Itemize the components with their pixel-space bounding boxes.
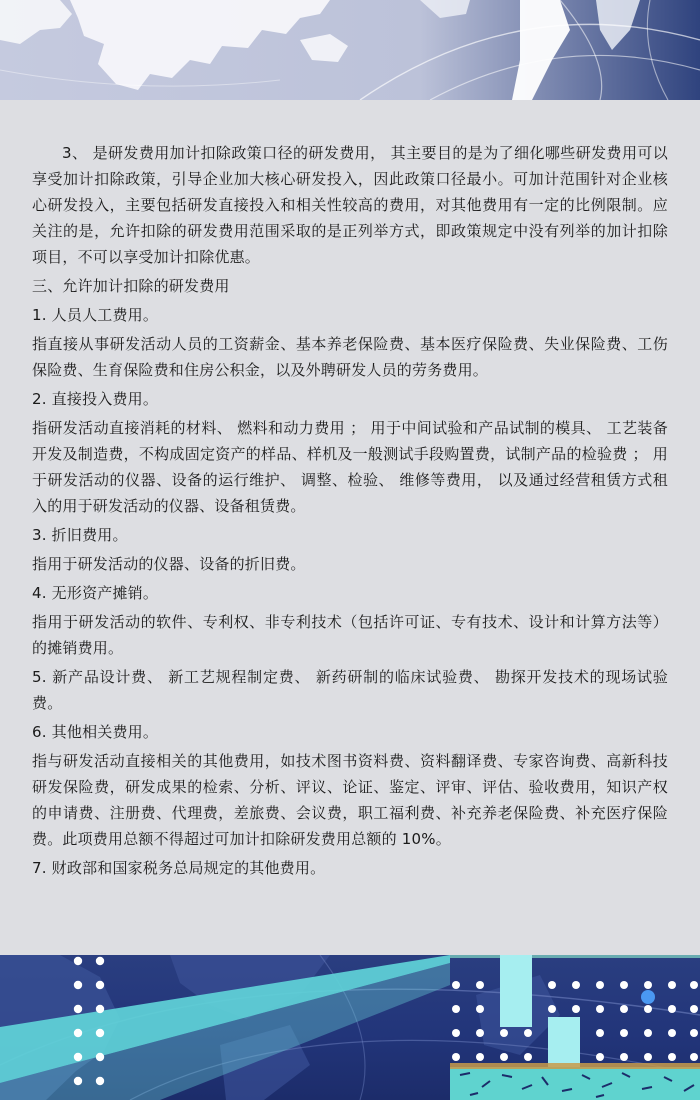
item-body-depreciation: 指用于研发活动的仪器、设备的折旧费。 (32, 555, 306, 573)
section-heading: 三、允许加计扣除的研发费用 (32, 277, 230, 295)
policy-paragraph: 3、 是研发费用加计扣除政策口径的研发费用， 其主要目的是为了细化哪些研发费用可以享受加计扣除政策，引导企业加大核心研发投入，因此政策口径最小。可加计范围针对企业核心研发投入，主要包括研发直接投入和相关性较高的费用，对其他费用有一定的比例限制。应关注的是，允许扣除的研发费用范围采取的是正列举方式，即政策规定中没有列举的加计扣除项目，不可以享受加计扣除优惠。 (32, 144, 668, 266)
item-design-fees: 5. 新产品设计费、 新工艺规程制定费、 新药研制的临床试验费、 勘探开发技术的现场试验费。 (32, 668, 668, 712)
item-body-direct-input: 指研发活动直接消耗的材料、 燃料和动力费用 ； 用于中间试验和产品试制的模具、 工艺装备开发及制造费，不构成固定资产的样品、样机及一般测试手段购置费，试制产品的检验费 ； 用于研发活动的仪器、设备的运行维护、 调整、检验、 维修等费用， 以及通过经营租赁方式租入的用于研发活动的仪器、设备租赁费。 (32, 419, 668, 515)
top-banner (0, 0, 700, 100)
item-body-other: 指与研发活动直接相关的其他费用，如技术图书资料费、资料翻译费、专家咨询费、高新科技研发保险费，研发成果的检索、分析、评议、论证、鉴定、评审、评估、验收费用，知识产权的申请费、注册费、代理费，差旅费、会议费，职工福利费、补充养老保险费、补充医疗保险费。此项费用总额不得超过可加计扣除研发费用总额的 10%。 (32, 752, 668, 848)
item-heading-other: 6. 其他相关费用。 (32, 723, 159, 741)
item-heading-amortization: 4. 无形资产摊销。 (32, 584, 159, 602)
item-heading-depreciation: 3. 折旧费用。 (32, 526, 128, 544)
item-heading-labor: 1. 人员人工费用。 (32, 306, 159, 324)
article-body (32, 140, 668, 884)
item-body-amortization: 指用于研发活动的软件、专利权、非专利技术（包括许可证、专有技术、设计和计算方法等）的摊销费用。 (32, 613, 668, 657)
item-heading-mof: 7. 财政部和国家税务总局规定的其他费用。 (32, 859, 326, 877)
bottom-banner (0, 955, 700, 1100)
item-heading-direct-input: 2. 直接投入费用。 (32, 390, 159, 408)
item-body-labor: 指直接从事研发活动人员的工资薪金、基本养老保险费、基本医疗保险费、失业保险费、工伤保险费、生育保险费和住房公积金，以及外聘研发人员的劳务费用。 (32, 335, 668, 379)
world-map-graphic (0, 0, 700, 100)
world-map-dots-graphic (0, 955, 700, 1100)
